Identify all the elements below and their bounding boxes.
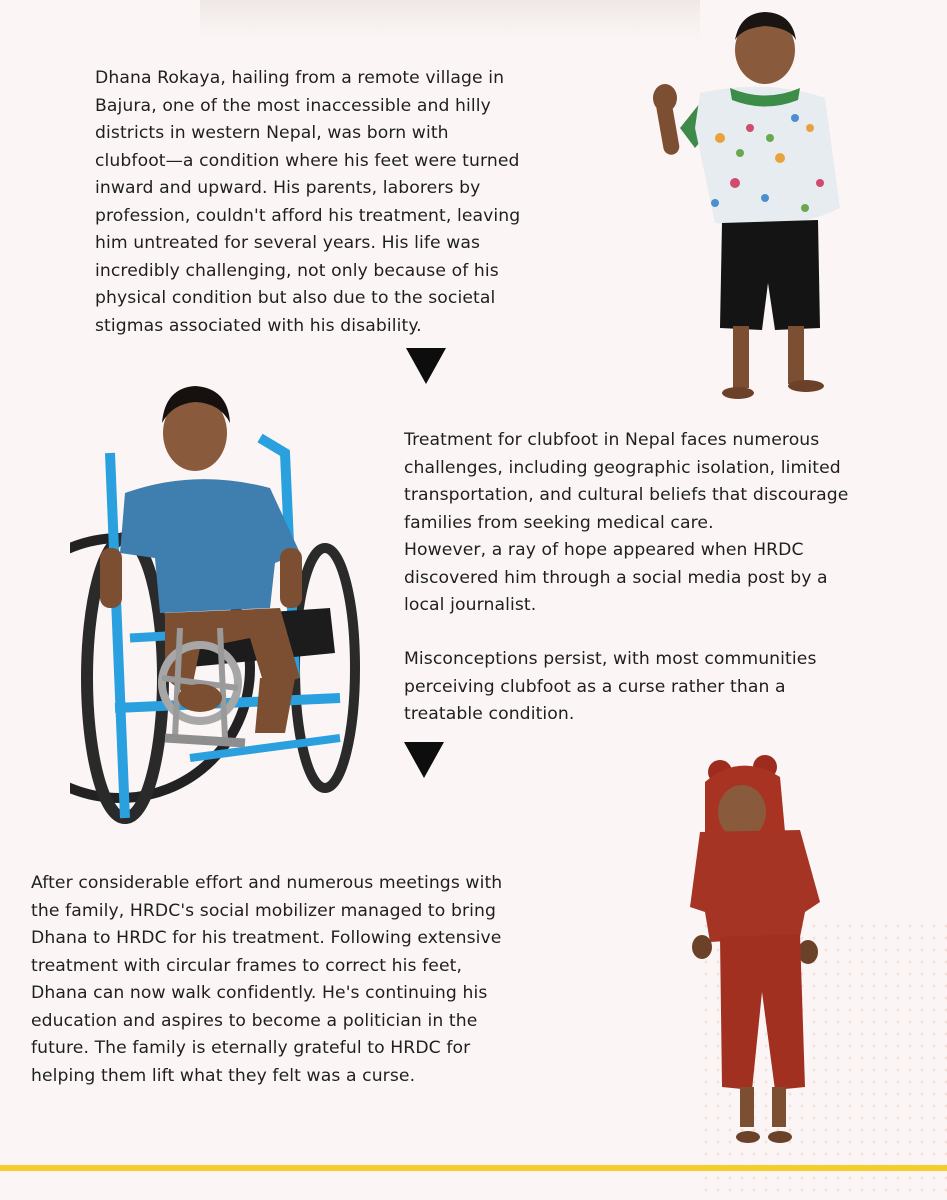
faded-header-remnant <box>200 0 700 40</box>
photo-boy-in-red-outfit <box>680 752 845 1152</box>
photo-boy-in-hospital-gown <box>640 8 850 408</box>
story-paragraph-misconceptions: Misconceptions persist, with most communities perceiving clubfoot as a curse rather than a treatable condition. <box>404 649 817 724</box>
story-paragraph-outcome: After considerable effort and numerous meetings with the family, HRDC's social mobilizer managed to bring Dhana to HRDC for his treatment. Following extensive treatment with circular frames to correct his feet, Dhana can now walk confidently. He's continuing his education and aspires to become a politician in the future. The family is eternally grateful to HRDC for helping them lift what they felt was a curse. <box>31 873 503 1086</box>
down-triangle-icon <box>406 348 446 384</box>
story-paragraph-intro: Dhana Rokaya, hailing from a remote village in Bajura, one of the most inaccessible and hilly districts in western Nepal, was born with clubfoot—a condition where his feet were turned inward and upward. His parents, laborers by profession, couldn't afford his treatment, leaving him untreated for several years. His life was incredibly challenging, not only because of his physical condition but also due to the societal stigmas associated with his disability. <box>95 68 521 336</box>
down-triangle-icon <box>404 742 444 778</box>
photo-boy-in-wheelchair <box>70 378 365 848</box>
story-paragraph-challenges: Treatment for clubfoot in Nepal faces numerous challenges, including geographic isolation, limited transportation, and cultural beliefs that discourage families from seeking medical care. However, a ray of hope appeared when HRDC discovered him through a social media post by a local journalist. <box>404 430 849 615</box>
yellow-divider-rule <box>0 1165 947 1171</box>
